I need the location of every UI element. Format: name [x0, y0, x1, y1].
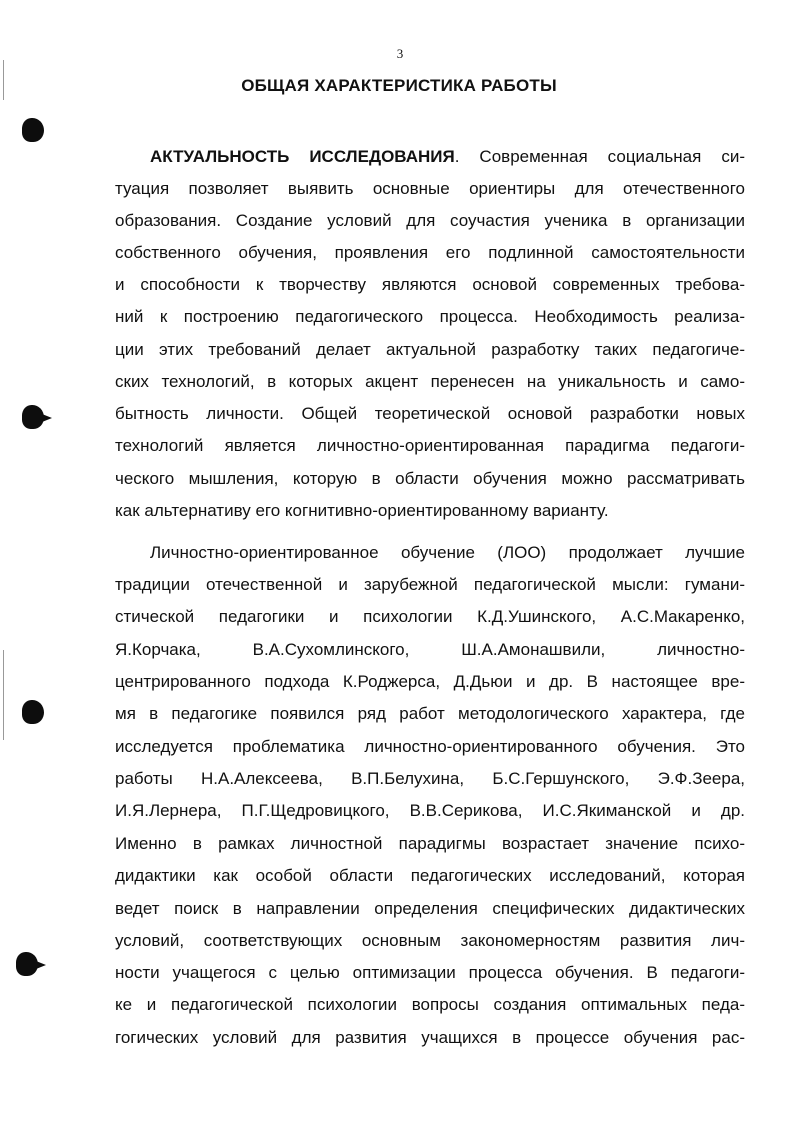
- paragraph-line: туация позволяет выявить основные ориентиры для отечественного: [115, 179, 745, 198]
- paragraph-line: технологий является личностно-ориентированная парадигма педагоги-: [115, 436, 745, 455]
- paragraph-line: ке и педагогической психологии вопросы создания оптимальных педа-: [115, 995, 745, 1014]
- paragraph-line: бытность личности. Общей теоретической основой разработки новых: [115, 404, 745, 423]
- paragraph-line: Я.Корчака, В.А.Сухомлинского, Ш.А.Амонашвили, личностно-: [115, 640, 745, 659]
- paragraph-line: дидактики как особой области педагогических исследований, которая: [115, 866, 745, 885]
- paragraph-text: . Современная социальная си-: [454, 147, 745, 166]
- paragraph-line: работы Н.А.Алексеева, В.П.Белухина, Б.С.Гершунского, Э.Ф.Зеера,: [115, 769, 745, 788]
- paragraph-line: ний к построению педагогического процесса. Необходимость реализа-: [115, 307, 745, 326]
- section-heading: АКТУАЛЬНОСТЬ ИССЛЕДОВАНИЯ: [150, 147, 455, 166]
- paragraph-line: гогических условий для развития учащихся в процессе обучения рас-: [115, 1028, 745, 1047]
- paragraph-line: Личностно-ориентированное обучение (ЛОО) продолжает лучшие: [150, 543, 745, 562]
- paragraph-line: ности учащегося с целью оптимизации процесса обучения. В педагоги-: [115, 963, 745, 982]
- paragraph-line: условий, соответствующих основным закономерностям развития лич-: [115, 931, 745, 950]
- punch-hole-mark: [16, 952, 38, 976]
- paragraph-line: образования. Создание условий для соучастия ученика в организации: [115, 211, 745, 230]
- page-title: ОБЩАЯ ХАРАКТЕРИСТИКА РАБОТЫ: [241, 76, 557, 95]
- paragraph-line: центрированного подхода К.Роджерса, Д.Дьюи и др. В настоящее вре-: [115, 672, 745, 691]
- paragraph-line: ведет поиск в направлении определения специфических дидактических: [115, 899, 745, 918]
- paragraph-line: Именно в рамках личностной парадигмы возрастает значение психо-: [115, 834, 745, 853]
- paragraph-line: мя в педагогике появился ряд работ методологического характера, где: [115, 704, 745, 723]
- paragraph-line: исследуется проблематика личностно-ориентированного обучения. Это: [115, 737, 745, 756]
- punch-hole-mark: [22, 118, 44, 142]
- paragraph-line: ции этих требований делает актуальной разработку таких педагогиче-: [115, 340, 745, 359]
- paragraph-line: и способности к творчеству являются основой современных требова-: [115, 275, 745, 294]
- paragraph-line: ческого мышления, которую в области обучения можно рассматривать: [115, 469, 745, 488]
- paragraph-line: И.Я.Лернера, П.Г.Щедровицкого, В.В.Серикова, И.С.Якиманской и др.: [115, 801, 745, 820]
- paragraph-line: традиции отечественной и зарубежной педагогической мысли: гумани-: [115, 575, 745, 594]
- paragraph-line: ских технологий, в которых акцент перенесен на уникальность и само-: [115, 372, 745, 391]
- paragraph-line: стической педагогики и психологии К.Д.Ушинского, А.С.Макаренко,: [115, 607, 745, 626]
- punch-hole-mark: [22, 405, 44, 429]
- scan-edge-mark: [3, 650, 4, 740]
- paragraph-line: [150, 141, 745, 173]
- paragraph-line: собственного обучения, проявления его подлинной самостоятельности: [115, 243, 745, 262]
- paragraph-line: как альтернативу его когнитивно-ориентированному варианту.: [115, 501, 609, 520]
- punch-hole-mark: [22, 700, 44, 724]
- page-number: 3: [396, 46, 404, 61]
